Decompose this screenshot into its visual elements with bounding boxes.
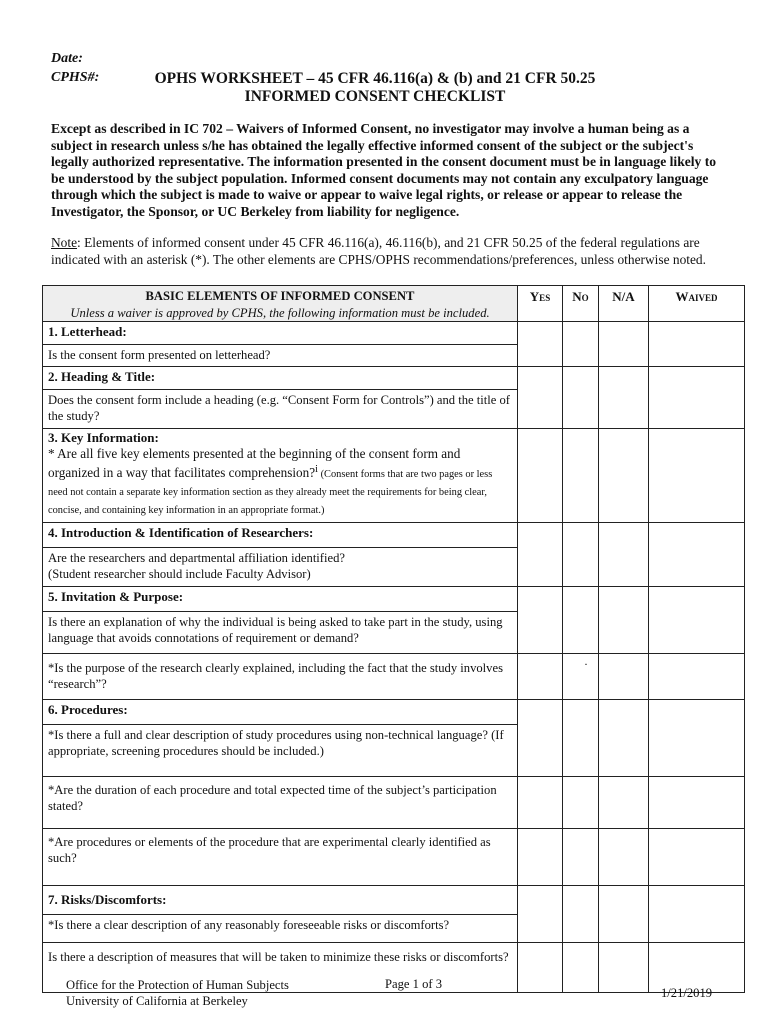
na-checkbox-cell[interactable] [599, 587, 649, 654]
na-checkbox-cell[interactable] [599, 429, 649, 523]
yes-checkbox-cell[interactable] [518, 886, 563, 943]
note-text: : Elements of informed consent under 45 CFR 46.116(a), 46.116(b), and 21 CFR 50.25 of the federal regulations are indicated with an asterisk (*). The other elements are CPHS/OPHS recommendations/preferences, unless otherwise noted. [51, 235, 706, 267]
waived-checkbox-cell[interactable] [649, 367, 745, 429]
no-checkbox-cell[interactable] [563, 587, 599, 654]
waived-checkbox-cell[interactable] [649, 700, 745, 777]
question-text: Is there an explanation of why the individual is being asked to take part in the study, using language that avoids connotations of requirement or demand? [43, 612, 518, 654]
waived-checkbox-cell[interactable] [649, 829, 745, 886]
consent-checklist-table [42, 285, 745, 993]
question-row [43, 654, 745, 700]
section-row [43, 587, 745, 612]
worksheet-subtitle: INFORMED CONSENT CHECKLIST [244, 88, 506, 105]
yes-checkbox-cell[interactable] [518, 523, 563, 587]
section-row [43, 886, 745, 915]
na-checkbox-cell[interactable] [599, 523, 649, 587]
yes-checkbox-cell[interactable] [518, 654, 563, 700]
no-checkbox-cell[interactable] [563, 429, 599, 523]
question-text: Is the consent form presented on letterhead? [43, 345, 518, 367]
stray-mark: · [584, 657, 588, 672]
question-text: *Are the duration of each procedure and total expected time of the subject’s participation stated? [43, 777, 518, 829]
yes-checkbox-cell[interactable] [518, 429, 563, 523]
page-number: Page 1 of 3 [385, 977, 443, 991]
cphs-number-label: CPHS#: [51, 70, 100, 85]
note-label: Note [51, 235, 78, 250]
question-text: *Is there a clear description of any reasonably foreseeable risks or discomforts? [43, 915, 518, 943]
section-title: 1. Letterhead: [43, 322, 518, 345]
revision-date: 1/21/2019 [661, 986, 713, 1000]
footer-office-line2: University of California at Berkeley [66, 994, 248, 1008]
section-title: 3. Key Information: [48, 430, 159, 445]
table-header [43, 286, 518, 322]
intro-paragraph: Except as described in IC 702 – Waivers of Informed Consent, no investigator may involve a human being as a subject in research unless s/he has obtained the legally effective informed consent of the subject or the subject's legally authorized representative. The information presented in the consent document must be in language likely to be understood by the subject population. Informed consent documents may not contain any exculpatory language through which the subject is made to waive or appear to waive legal rights, or release or appear to release the Investigator, the Sponsor, or UC Berkeley from liability for negligence. [51, 121, 717, 219]
table-header-title: BASIC ELEMENTS OF INFORMED CONSENT [145, 289, 415, 303]
yes-checkbox-cell[interactable] [518, 322, 563, 367]
column-waived: Waived [649, 286, 745, 322]
question-note: (Consent forms that are two pages or less need not contain a separate key information section as they already meet the requirements for being clear, concise, and containing key information in an appropriate format.) [48, 469, 493, 517]
question-text: *Is the purpose of the research clearly explained, including the fact that the study involves “research”? [43, 654, 518, 700]
no-checkbox-cell[interactable] [563, 943, 599, 993]
na-checkbox-cell[interactable] [599, 367, 649, 429]
section-title: 7. Risks/Discomforts: [43, 886, 518, 915]
yes-checkbox-cell[interactable] [518, 943, 563, 993]
column-yes: Yes [518, 286, 563, 322]
na-checkbox-cell[interactable] [599, 829, 649, 886]
no-checkbox-cell[interactable] [563, 700, 599, 777]
question-text: * Are all five key elements presented at the beginning of the consent form and organized in a way that facilitates comprehension? [48, 446, 461, 481]
question-row [43, 829, 745, 886]
na-checkbox-cell[interactable] [599, 700, 649, 777]
section-row [43, 367, 745, 390]
section-title: 5. Invitation & Purpose: [43, 587, 518, 612]
na-checkbox-cell[interactable] [599, 886, 649, 943]
column-no: No [563, 286, 599, 322]
table-header-row [43, 286, 745, 322]
waived-checkbox-cell[interactable] [649, 654, 745, 700]
no-checkbox-cell[interactable] [563, 777, 599, 829]
section-row [43, 700, 745, 725]
no-checkbox-cell[interactable] [563, 654, 599, 700]
footer-office-line1: Office for the Protection of Human Subjects [66, 978, 289, 992]
no-checkbox-cell[interactable] [563, 886, 599, 943]
yes-checkbox-cell[interactable] [518, 777, 563, 829]
section-title: 4. Introduction & Identification of Researchers: [43, 523, 518, 548]
question-text-line2: (Student researcher should include Faculty Advisor) [48, 567, 311, 582]
column-na: N/A [599, 286, 649, 322]
waived-checkbox-cell[interactable] [649, 587, 745, 654]
question-text: *Is there a full and clear description of study procedures using non-technical language? (If appropriate, screening procedures should be included.) [43, 725, 518, 777]
section-row [43, 429, 745, 523]
yes-checkbox-cell[interactable] [518, 587, 563, 654]
question-text: Does the consent form include a heading (e.g. “Consent Form for Controls”) and the title of the study? [43, 390, 518, 429]
waived-checkbox-cell[interactable] [649, 322, 745, 367]
question-row [43, 777, 745, 829]
question-cell [43, 548, 518, 587]
no-checkbox-cell[interactable] [563, 523, 599, 587]
note-paragraph [51, 235, 741, 269]
section-title: 2. Heading & Title: [43, 367, 518, 390]
na-checkbox-cell[interactable] [599, 322, 649, 367]
question-text: Is there a description of measures that will be taken to minimize these risks or discomforts? [43, 943, 518, 993]
section-title: 6. Procedures: [43, 700, 518, 725]
footer-office [66, 977, 289, 1009]
yes-checkbox-cell[interactable] [518, 829, 563, 886]
waived-checkbox-cell[interactable] [649, 429, 745, 523]
date-label: Date: [51, 51, 83, 66]
waived-checkbox-cell[interactable] [649, 523, 745, 587]
question-text: *Are procedures or elements of the procedure that are experimental clearly identified as such? [43, 829, 518, 886]
waived-checkbox-cell[interactable] [649, 777, 745, 829]
yes-checkbox-cell[interactable] [518, 367, 563, 429]
na-checkbox-cell[interactable] [599, 654, 649, 700]
question-text: Are the researchers and departmental affiliation identified? [48, 551, 345, 566]
table-header-subtitle: Unless a waiver is approved by CPHS, the following information must be included. [70, 306, 490, 320]
waived-checkbox-cell[interactable] [649, 886, 745, 943]
footnote-marker: i [315, 464, 318, 475]
key-information-cell [43, 429, 518, 523]
na-checkbox-cell[interactable] [599, 943, 649, 993]
na-checkbox-cell[interactable] [599, 777, 649, 829]
no-checkbox-cell[interactable] [563, 322, 599, 367]
section-row [43, 322, 745, 345]
no-checkbox-cell[interactable] [563, 367, 599, 429]
worksheet-title: OPHS WORKSHEET – 45 CFR 46.116(a) & (b) and 21 CFR 50.25 [154, 70, 596, 87]
yes-checkbox-cell[interactable] [518, 700, 563, 777]
section-row [43, 523, 745, 548]
no-checkbox-cell[interactable] [563, 829, 599, 886]
